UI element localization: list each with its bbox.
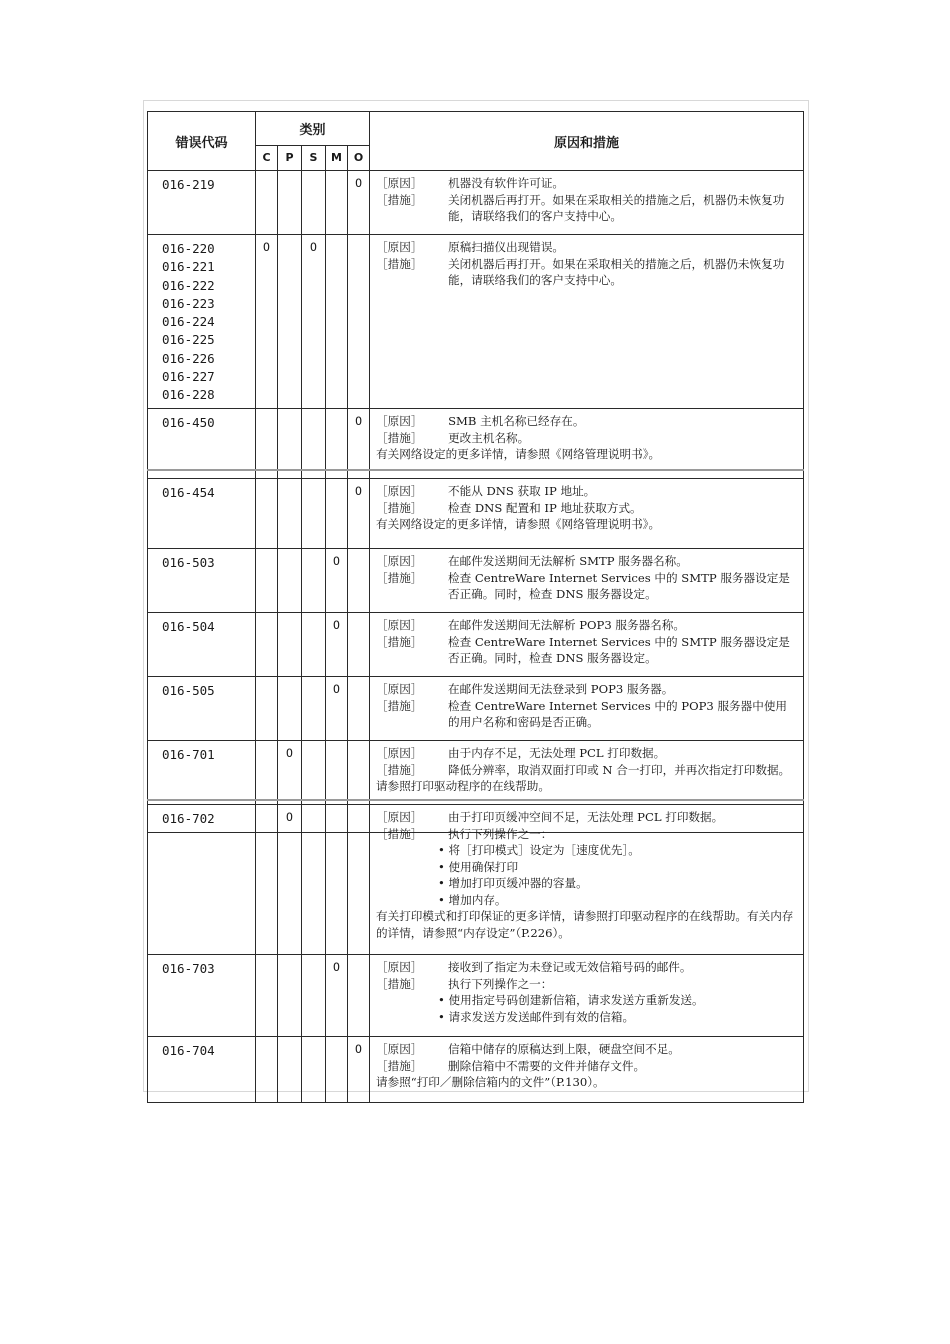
cause-action-cell (370, 805, 804, 955)
cause-line (376, 745, 797, 762)
header-cat-o: O (348, 145, 370, 170)
cause-line (376, 553, 797, 570)
table-segment-1 (147, 111, 804, 479)
reference-note: 请参照打印驱动程序的在线帮助。 (376, 779, 550, 793)
category-mark-s (302, 613, 326, 677)
action-line (376, 976, 797, 993)
action-line-tag: ［措施］ (376, 1058, 423, 1073)
cause-action-cell (370, 1037, 804, 1103)
error-code: 016-227 (162, 369, 215, 385)
cause-action-cell (370, 613, 804, 677)
error-code: 016-504 (162, 619, 215, 634)
error-code: 016-228 (162, 387, 215, 403)
reference-note: 有关网络设定的更多详情，请参照《网络管理说明书》。 (376, 517, 661, 531)
error-code: 016-454 (162, 485, 215, 500)
cause-line-text: SMB 主机名称已经存在。 (448, 414, 585, 428)
category-mark-c (256, 171, 278, 235)
cause-action-cell (370, 549, 804, 613)
error-code: 016-505 (162, 683, 215, 698)
error-code: 016-450 (162, 415, 215, 430)
cause-line-text: 信箱中储存的原稿达到上限，硬盘空间不足。 (448, 1042, 680, 1056)
action-line-text: 检查 DNS 配置和 IP 地址获取方式。 (448, 500, 642, 515)
table-row (148, 479, 804, 549)
action-line (376, 500, 797, 517)
action-line (376, 256, 797, 289)
category-mark-m (326, 235, 348, 409)
error-code-cell (148, 479, 256, 549)
action-line-tag: ［措施］ (376, 634, 423, 649)
action-line-tag: ［措施］ (376, 826, 423, 841)
action-line-tag: ［措施］ (376, 976, 423, 991)
header-cause-action: 原因和措施 (370, 112, 804, 171)
category-mark-c (256, 479, 278, 549)
action-line-text: 降低分辨率，取消双面打印或 N 合一打印，并再次指定打印数据。 (448, 762, 791, 777)
category-mark-p (278, 955, 302, 1037)
category-mark-m (326, 805, 348, 955)
action-line (376, 826, 797, 843)
cause-line-text: 由于内存不足，无法处理 PCL 打印数据。 (448, 746, 666, 760)
category-mark-s (302, 677, 326, 741)
cause-line (376, 959, 797, 976)
header-error-code: 错误代码 (148, 112, 256, 171)
category-mark-o (348, 805, 370, 955)
cause-line-tag: ［原因］ (376, 682, 423, 696)
error-code-cell (148, 1037, 256, 1103)
cause-line-tag: ［原因］ (376, 414, 423, 428)
category-mark-s: O (302, 235, 326, 409)
category-mark-o: O (348, 409, 370, 479)
cause-line-text: 在邮件发送期间无法登录到 POP3 服务器。 (448, 682, 674, 696)
error-code-cell (148, 171, 256, 235)
error-code-cell (148, 677, 256, 741)
category-mark-c (256, 677, 278, 741)
table-row (148, 955, 804, 1037)
error-code: 016-704 (162, 1043, 215, 1058)
cause-line (376, 617, 797, 634)
header-cat-c: C (256, 145, 278, 170)
error-code: 016-220 (162, 241, 215, 256)
category-mark-c: O (256, 235, 278, 409)
category-mark-m: O (326, 955, 348, 1037)
category-mark-p (278, 479, 302, 549)
action-bullet: • 请求发送方发送邮件到有效的信箱。 (376, 1009, 797, 1026)
action-line-text: 检查 CentreWare Internet Services 中的 SMTP 服务器设定是否正确。同时，检查 DNS 服务器设定。 (448, 634, 790, 665)
error-code-table-3 (147, 804, 804, 1103)
action-line (376, 192, 797, 225)
table-row (148, 171, 804, 235)
action-line (376, 570, 797, 603)
error-code-cell (148, 235, 256, 409)
table-row (148, 805, 804, 955)
action-line-text: 执行下列操作之一： (448, 826, 553, 841)
category-mark-s (302, 1037, 326, 1103)
category-mark-s (302, 955, 326, 1037)
category-mark-p: O (278, 805, 302, 955)
error-code: 016-703 (162, 961, 215, 976)
cause-action-cell (370, 677, 804, 741)
table-row (148, 409, 804, 479)
table-row (148, 613, 804, 677)
cause-line-tag: ［原因］ (376, 176, 423, 190)
cause-line (376, 175, 797, 192)
action-bullet: • 将［打印模式］设定为［速度优先］。 (376, 842, 797, 859)
category-mark-c (256, 805, 278, 955)
action-line-text: 删除信箱中不需要的文件并储存文件。 (448, 1058, 646, 1073)
error-code: 016-222 (162, 277, 215, 293)
cause-line-text: 由于打印页缓冲空间不足，无法处理 PCL 打印数据。 (448, 810, 724, 824)
reference-note: 请参照“打印／删除信箱内的文件”（P.130）。 (376, 1075, 605, 1089)
cause-action-cell (370, 955, 804, 1037)
action-line-text: 检查 CentreWare Internet Services 中的 POP3 服务器中使用的用户名称和密码是否正确。 (448, 698, 788, 729)
cause-line-text: 原稿扫描仪出现错误。 (448, 240, 565, 254)
category-mark-m (326, 171, 348, 235)
category-mark-o: O (348, 171, 370, 235)
category-mark-o: O (348, 1037, 370, 1103)
category-mark-p (278, 613, 302, 677)
cause-action-cell (370, 235, 804, 409)
category-mark-p (278, 677, 302, 741)
segment-1-rows (148, 171, 804, 479)
action-bullet: • 增加内存。 (376, 892, 797, 909)
action-line-text: 关闭机器后再打开。如果在采取相关的措施之后，机器仍未恢复功能，请联络我们的客户支持中心。 (448, 256, 785, 287)
cause-line-tag: ［原因］ (376, 746, 423, 760)
category-mark-s (302, 805, 326, 955)
cause-line (376, 239, 797, 256)
cause-line-tag: ［原因］ (376, 554, 423, 568)
action-bullet: • 增加打印页缓冲器的容量。 (376, 875, 797, 892)
table-row (148, 235, 804, 409)
page-break-line (147, 799, 804, 801)
category-mark-o (348, 549, 370, 613)
category-mark-o: O (348, 479, 370, 549)
category-mark-o (348, 955, 370, 1037)
reference-note: 有关打印模式和打印保证的更多详情，请参照打印驱动程序的在线帮助。有关内存的详情，请参照“内存设定”（P.226）。 (376, 909, 794, 940)
error-code-cell (148, 955, 256, 1037)
table-row (148, 677, 804, 741)
category-mark-p (278, 1037, 302, 1103)
error-code: 016-223 (162, 295, 215, 311)
cause-line-tag: ［原因］ (376, 960, 423, 974)
header-cat-p: P (278, 145, 302, 170)
action-line-text: 关闭机器后再打开。如果在采取相关的措施之后，机器仍未恢复功能，请联络我们的客户支持中心。 (448, 192, 785, 223)
category-mark-c (256, 409, 278, 479)
cause-line-tag: ［原因］ (376, 810, 423, 824)
error-code: 016-702 (162, 811, 215, 826)
cause-action-cell (370, 479, 804, 549)
cause-line-tag: ［原因］ (376, 484, 423, 498)
table-segment-2 (147, 478, 804, 833)
cause-line-text: 不能从 DNS 获取 IP 地址。 (448, 484, 596, 498)
table-row (148, 1037, 804, 1103)
category-mark-c (256, 955, 278, 1037)
category-mark-m: O (326, 677, 348, 741)
action-line-tag: ［措施］ (376, 500, 423, 515)
header-cat-m: M (326, 145, 348, 170)
action-line-text: 执行下列操作之一： (448, 976, 553, 991)
error-code: 016-225 (162, 332, 215, 348)
error-code-cell (148, 409, 256, 479)
page-break-line (147, 469, 804, 471)
action-bullet: • 使用确保打印 (376, 859, 797, 876)
action-line-tag: ［措施］ (376, 570, 423, 585)
cause-line (376, 483, 797, 500)
error-code: 016-226 (162, 350, 215, 366)
reference-note: 有关网络设定的更多详情，请参照《网络管理说明书》。 (376, 447, 661, 461)
action-line (376, 1058, 797, 1075)
category-mark-s (302, 549, 326, 613)
category-mark-s (302, 171, 326, 235)
action-line-tag: ［措施］ (376, 762, 423, 777)
category-mark-p (278, 549, 302, 613)
cause-line-text: 机器没有软件许可证。 (448, 176, 565, 190)
header-cat-s: S (302, 145, 326, 170)
table-row (148, 549, 804, 613)
error-code-table-2 (147, 478, 804, 833)
header-category: 类别 (256, 112, 370, 146)
error-code: 016-221 (162, 259, 215, 275)
cause-line (376, 681, 797, 698)
category-mark-s (302, 479, 326, 549)
cause-line-text: 接收到了指定为未登记或无效信箱号码的邮件。 (448, 960, 692, 974)
segment-2-rows (148, 479, 804, 833)
cause-line-tag: ［原因］ (376, 618, 423, 632)
category-mark-o (348, 613, 370, 677)
action-line (376, 430, 797, 447)
cause-line (376, 1041, 797, 1058)
action-line-tag: ［措施］ (376, 256, 423, 271)
error-code: 016-219 (162, 177, 215, 192)
category-mark-m: O (326, 549, 348, 613)
error-code-cell (148, 613, 256, 677)
action-bullet: • 使用指定号码创建新信箱，请求发送方重新发送。 (376, 992, 797, 1009)
category-mark-c (256, 1037, 278, 1103)
error-code: 016-224 (162, 314, 215, 330)
error-code: 016-701 (162, 747, 215, 762)
action-line (376, 634, 797, 667)
action-line (376, 698, 797, 731)
cause-line (376, 809, 797, 826)
category-mark-m (326, 409, 348, 479)
cause-line-text: 在邮件发送期间无法解析 POP3 服务器名称。 (448, 618, 685, 632)
category-mark-m (326, 1037, 348, 1103)
scanned-page (143, 100, 809, 1092)
table-segment-3 (147, 804, 804, 1103)
category-mark-s (302, 409, 326, 479)
cause-action-cell (370, 409, 804, 479)
cause-action-cell (370, 171, 804, 235)
category-mark-m: O (326, 613, 348, 677)
cause-line (376, 413, 797, 430)
category-mark-p (278, 171, 302, 235)
category-mark-c (256, 613, 278, 677)
action-line-tag: ［措施］ (376, 430, 423, 445)
error-code: 016-503 (162, 555, 215, 570)
segment-3-rows (148, 805, 804, 1103)
error-code-cell (148, 805, 256, 955)
category-mark-o (348, 677, 370, 741)
category-mark-p (278, 409, 302, 479)
error-code-table-1 (147, 111, 804, 479)
cause-line-tag: ［原因］ (376, 240, 423, 254)
action-line (376, 762, 797, 779)
category-mark-o (348, 235, 370, 409)
category-mark-p (278, 235, 302, 409)
error-code-cell (148, 549, 256, 613)
action-line-tag: ［措施］ (376, 192, 423, 207)
category-mark-m (326, 479, 348, 549)
action-line-tag: ［措施］ (376, 698, 423, 713)
action-line-text: 更改主机名称。 (448, 430, 530, 445)
category-mark-p: O (278, 741, 302, 833)
cause-line-tag: ［原因］ (376, 1042, 423, 1056)
action-line-text: 检查 CentreWare Internet Services 中的 SMTP 服务器设定是否正确。同时，检查 DNS 服务器设定。 (448, 570, 790, 601)
category-mark-c (256, 549, 278, 613)
cause-line-text: 在邮件发送期间无法解析 SMTP 服务器名称。 (448, 554, 688, 568)
